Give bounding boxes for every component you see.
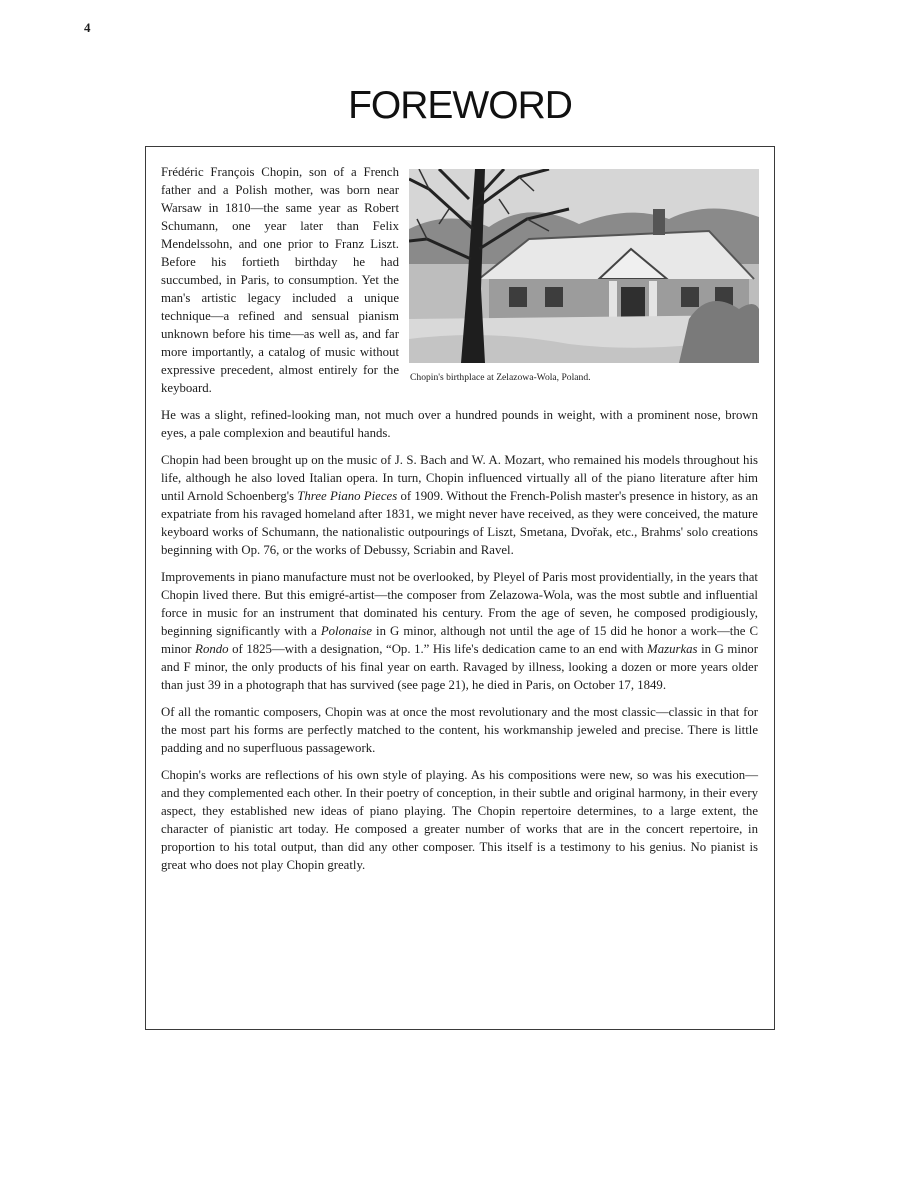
paragraph-5: Of all the romantic composers, Chopin was at once the most revolutionary and the most classic—classic in that for the most part his forms are perfectly matched to the content, his workmanship jeweled and precise. There is little padding and no superfluous passagework. <box>161 705 758 755</box>
foreword-body <box>161 163 758 874</box>
paragraph-4-text-a: Improvements in piano manufacture must not be overlooked, by Pleyel of Paris most providentially, in the years that Chopin lived there. But this emigré-artist—the composer from Zelazowa-Wola, was the most subtle and influential force in music for an instrument that dominated his century. From the age of seven, he composed prodigiously, beginning significantly with a <box>161 570 758 638</box>
birthplace-figure <box>409 169 759 384</box>
foreword-frame <box>145 146 775 1030</box>
work-title-mazurkas: Mazurkas <box>647 642 698 656</box>
paragraph-3-text-c: of 1909. Without the French-Polish master's presence in history, as an expatriate from his ravaged homeland after 1831, we might never have received, as they were conceived, the mature keyboard works of Schumann, the nationalistic outpourings of Liszt, Smetana, Dvořak, etc., Brahms' solo creations beginning with Op. 76, or the works of Debussy, Scriabin and Ravel. <box>161 489 758 557</box>
page-title: FOREWORD <box>348 84 572 127</box>
work-title-three-piano-pieces: Three Piano Pieces <box>297 489 398 503</box>
paragraph-2: He was a slight, refined-looking man, not much over a hundred pounds in weight, with a prominent nose, brown eyes, a pale complexion and beautiful hands. <box>161 408 758 440</box>
birthplace-photo <box>409 169 759 363</box>
paragraph-6: Chopin's works are reflections of his own style of playing. As his compositions were new, so was his execution—and they complemented each other. In their poetry of conception, in their subtle and original harmony, in their every aspect, they established new ideas of piano playing. The Chopin repertoire determines, to a large extent, the character of pianistic art today. He composed a greater number of works that are in the concert repertoire, in proportion to his total output, than did any other composer. This itself is a testimony to his genius. No pianist is great who does not play Chopin greatly. <box>161 768 758 872</box>
paragraph-3-text-a: Chopin had been brought up on the music of J. S. Bach and W. A. Mozart, who remained his models throughout his life, although he also loved Italian opera. In turn, Chopin influenced virtually all of the piano literature after him until Arnold Schoenberg's <box>161 453 758 503</box>
paragraph-4-text-c: in G minor, although not until the age of 15 did he honor a work—the C minor <box>161 624 758 656</box>
paragraph-4-text-e: of 1825—with a designation, “Op. 1.” His life's dedication came to an end with <box>228 642 648 656</box>
photo-caption: Chopin's birthplace at Zelazowa-Wola, Poland. <box>410 372 591 383</box>
paragraph-3 <box>161 451 758 559</box>
page-number: 4 <box>84 20 91 35</box>
paragraph-4 <box>161 568 758 694</box>
work-title-rondo: Rondo <box>195 642 229 656</box>
work-title-polonaise: Polonaise <box>320 624 372 638</box>
paragraph-1: Frédéric François Chopin, son of a French father and a Polish mother, was born near Warsaw in 1810—the same year as Robert Schumann, one year later than Felix Mendelssohn, and one prior to Franz Liszt. Before his fortieth birthday he had succumbed, in Paris, to consumption. Yet the man's artistic legacy included a unique technique—a refined and sensual pianism unknown before his time—as well as, and far more importantly, a catalog of music without expressive precedent, almost entirely for the keyboard. <box>161 165 399 395</box>
paragraph-4-text-g: in G minor and F minor, the only products of his final year on earth. Ravaged by illness, looking a dozen or more years older than just 39 in a photograph that has survived (see page 21), he died in Paris, on October 17, 1849. <box>161 642 758 692</box>
